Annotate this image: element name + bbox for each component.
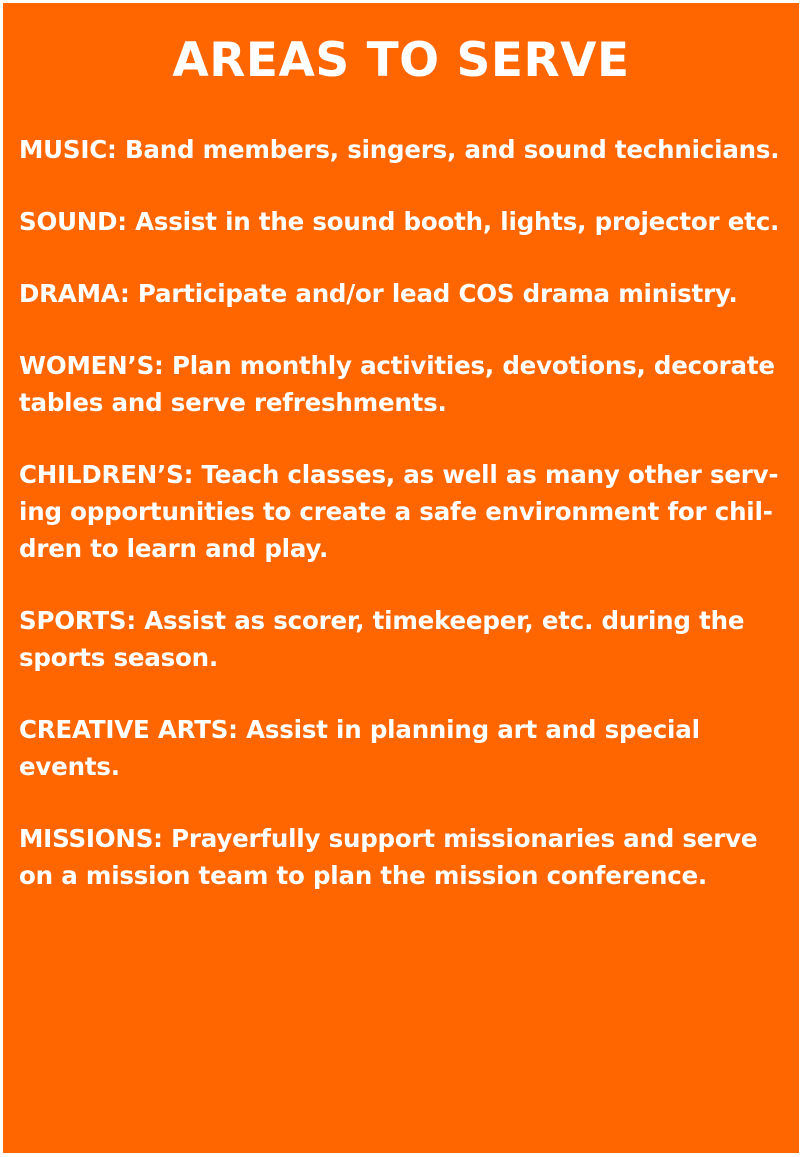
service-area-sports: SPORTS: Assist as scorer, timekeeper, etc. during the sports season. <box>19 606 745 672</box>
service-area-childrens: CHILDREN’S: Teach classes, as well as many other serv-ing opportunities to create a safe environment for chil-dren to learn and play. <box>19 460 779 563</box>
service-area-list <box>19 131 785 929</box>
page-title: AREAS TO SERVE <box>172 33 630 88</box>
service-area-sound: SOUND: Assist in the sound booth, lights, projector etc. <box>19 207 780 236</box>
service-area-drama: DRAMA: Participate and/or lead COS drama ministry. <box>19 279 738 308</box>
service-area-creative-arts: CREATIVE ARTS: Assist in planning art and special events. <box>19 715 700 781</box>
service-area-music: MUSIC: Band members, singers, and sound technicians. <box>19 135 780 164</box>
areas-to-serve-panel <box>3 3 799 1153</box>
service-area-womens: WOMEN’S: Plan monthly activities, devotions, decorate tables and serve refreshments. <box>19 351 775 417</box>
service-area-missions: MISSIONS: Prayerfully support missionaries and serve on a mission team to plan the mission conference. <box>19 824 758 890</box>
